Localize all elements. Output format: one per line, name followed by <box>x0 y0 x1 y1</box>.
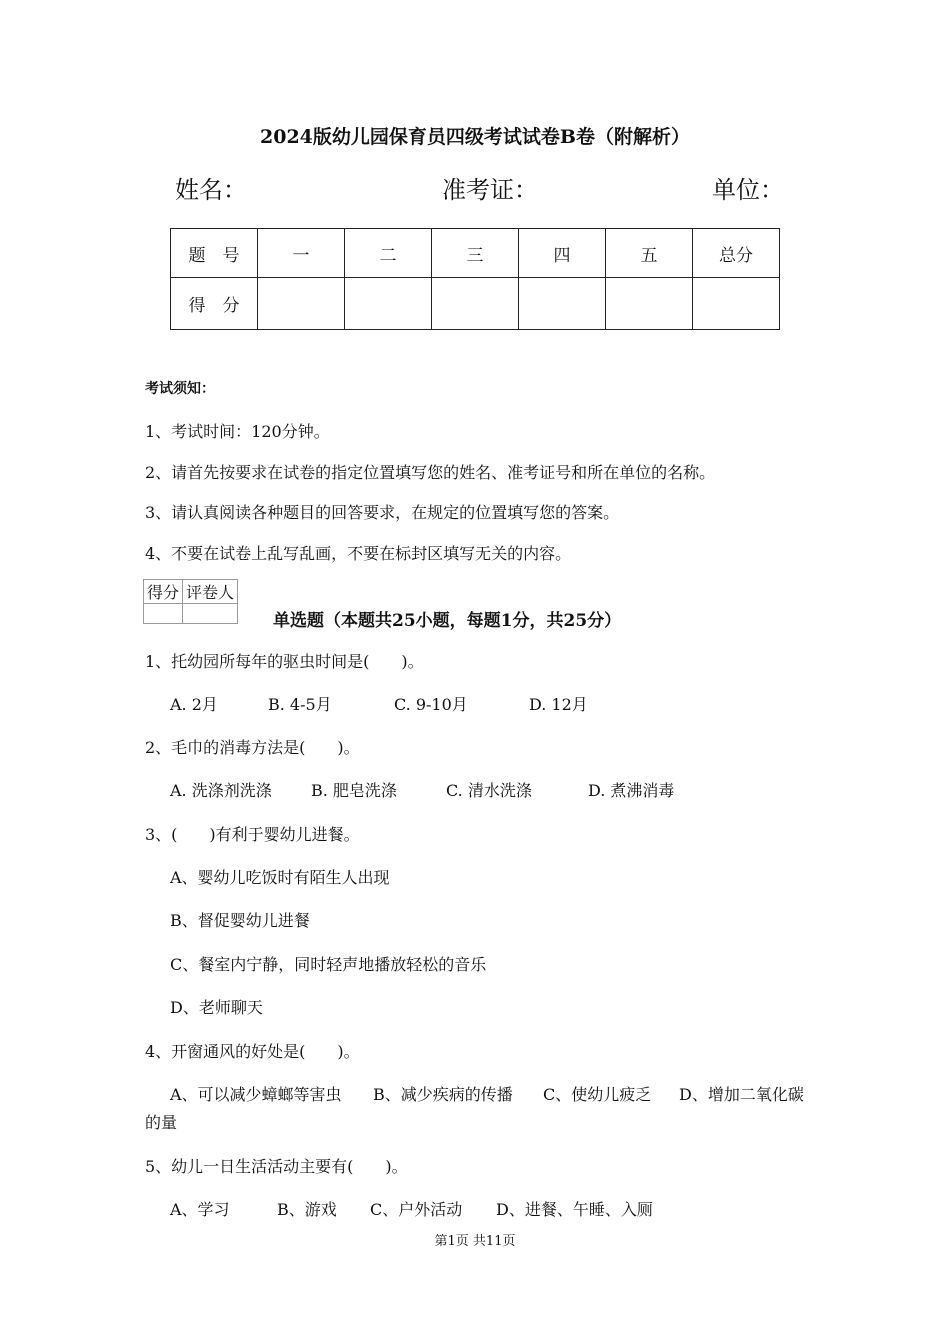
score-cell <box>693 278 780 330</box>
score-cell <box>519 278 606 330</box>
score-table-header: 二 <box>345 229 432 278</box>
question-stem: 1、托幼园所每年的驱虫时间是( )。 <box>145 652 424 671</box>
score-cell <box>606 278 693 330</box>
score-table-header: 题 号 <box>171 229 258 278</box>
question-stem: 3、( )有利于婴幼儿进餐。 <box>145 825 360 844</box>
score-table-header: 三 <box>432 229 519 278</box>
score-table-score-row <box>171 278 780 330</box>
question-stem: 5、幼儿一日生活活动主要有( )。 <box>145 1157 408 1176</box>
score-cell <box>258 278 345 330</box>
option-a: A、可以减少蟑螂等害虫 <box>170 1085 342 1104</box>
option-c: C、使幼儿疲乏 <box>543 1085 652 1104</box>
unit-label: 单位： <box>712 176 784 204</box>
page-footer: 第1页 共11页 <box>434 1234 516 1249</box>
score-table-header: 五 <box>606 229 693 278</box>
question-stem: 2、毛巾的消毒方法是( )。 <box>145 738 360 757</box>
option-d: D、增加二氧化碳 <box>679 1085 804 1104</box>
option-b: B. 4-5月 <box>268 695 332 714</box>
score-cell <box>345 278 432 330</box>
option-c: C、餐室内宁静，同时轻声地播放轻松的音乐 <box>170 955 487 974</box>
option-b: B、游戏 <box>277 1200 337 1219</box>
option-a: A、学习 <box>170 1200 230 1219</box>
option-d-continued: 的量 <box>145 1113 178 1132</box>
option-c: C、户外活动 <box>370 1200 463 1219</box>
grader-box-score-cell <box>144 604 183 624</box>
grader-box <box>143 579 238 624</box>
score-table-header: 一 <box>258 229 345 278</box>
score-table <box>170 228 780 330</box>
notice-heading: 考试须知： <box>145 381 215 397</box>
option-a: A. 洗涤剂洗涤 <box>170 781 272 800</box>
score-row-label: 得 分 <box>171 278 258 330</box>
score-table-header: 四 <box>519 229 606 278</box>
score-table-header-row <box>171 229 780 278</box>
option-b: B. 肥皂洗涤 <box>311 781 397 800</box>
notice-item: 1、考试时间：120分钟。 <box>145 422 330 441</box>
notice-item: 4、不要在试卷上乱写乱画，不要在标封区填写无关的内容。 <box>145 544 572 563</box>
option-a: A、婴幼儿吃饭时有陌生人出现 <box>170 868 390 887</box>
option-c: C. 9-10月 <box>394 695 468 714</box>
option-d: D. 12月 <box>529 695 588 714</box>
grader-box-grader-label: 评卷人 <box>183 580 238 604</box>
option-a: A. 2月 <box>170 695 218 714</box>
option-b: B、减少疾病的传播 <box>373 1085 513 1104</box>
option-b: B、督促婴幼儿进餐 <box>170 911 310 930</box>
grader-box-grader-cell <box>183 604 238 624</box>
score-cell <box>432 278 519 330</box>
option-d: D、老师聊天 <box>170 998 263 1017</box>
score-table-header: 总分 <box>693 229 780 278</box>
section-title: 单选题（本题共25小题，每题1分，共25分） <box>273 611 622 631</box>
grader-box-score-label: 得分 <box>144 580 183 604</box>
option-c: C. 清水洗涤 <box>446 781 532 800</box>
question-stem: 4、开窗通风的好处是( )。 <box>145 1042 360 1061</box>
option-d: D. 煮沸消毒 <box>588 781 675 800</box>
name-label: 姓名： <box>175 176 247 204</box>
notice-item: 3、请认真阅读各种题目的回答要求，在规定的位置填写您的答案。 <box>145 503 620 522</box>
option-d: D、进餐、午睡、入厕 <box>496 1200 653 1219</box>
exam-no-label: 准考证： <box>442 176 538 204</box>
page-title: 2024版幼儿园保育员四级考试试卷B卷（附解析） <box>260 126 690 148</box>
notice-item: 2、请首先按要求在试卷的指定位置填写您的姓名、准考证号和所在单位的名称。 <box>145 463 716 482</box>
